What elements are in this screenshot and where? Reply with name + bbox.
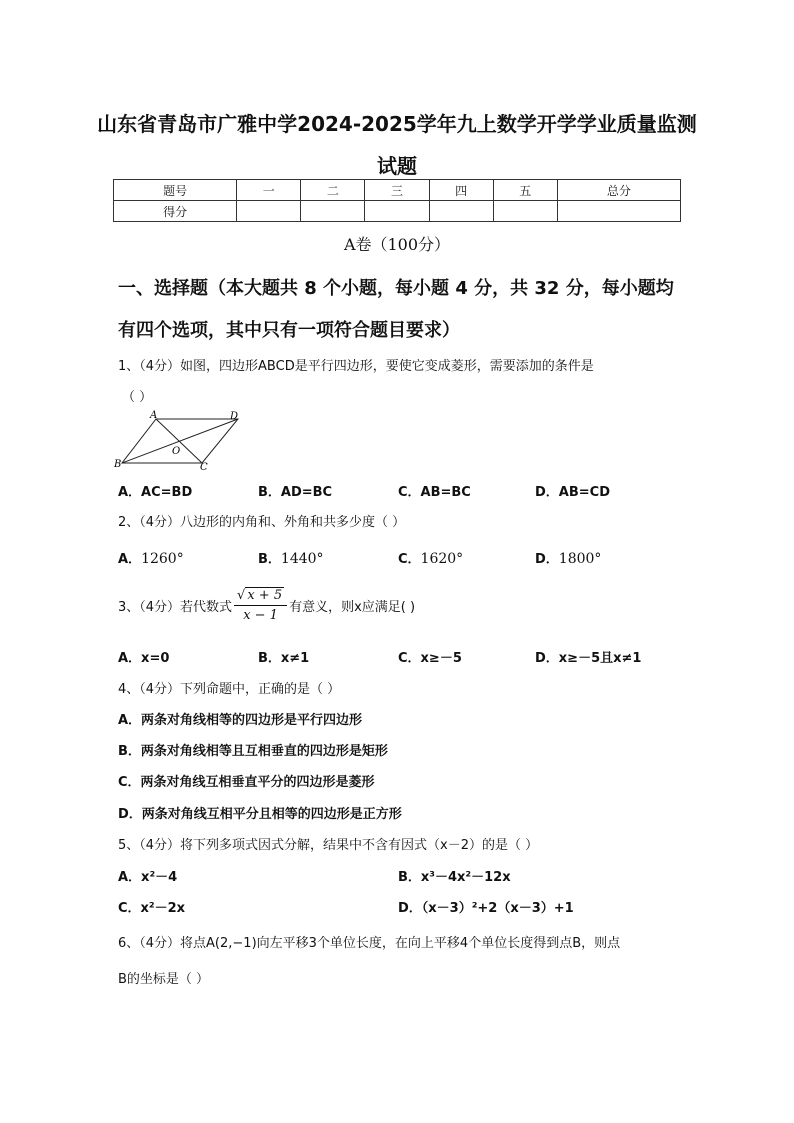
score-cell <box>429 201 493 222</box>
question-6-line2: B的坐标是（ ） <box>118 972 210 987</box>
q2-option-b <box>258 548 324 567</box>
q5-option-c: C．x²－2x <box>118 901 186 916</box>
exam-title-line1: 山东省青岛市广雅中学2024-2025学年九上数学开学学业质量监测 <box>97 112 697 136</box>
question-3-text <box>118 588 415 623</box>
q2-option-b-value: 1440° <box>280 551 324 567</box>
q4-option-d: D．两条对角线互相平分且相等的四边形是正方形 <box>118 807 402 822</box>
score-header-cell: 一 <box>237 180 301 201</box>
q2-option-d-value: 1800° <box>558 551 602 567</box>
question-6-line1: 6、（4分）将点A(2,−1)向左平移3个单位长度，在向上平移4个单位长度得到点B，则点 <box>118 936 621 951</box>
label-c: C <box>200 462 208 472</box>
q1-option-a: A．AC=BD <box>118 485 193 500</box>
q3-option-c: C．x≥－5 <box>398 651 462 666</box>
q2-option-d-letter: D． <box>535 552 559 567</box>
score-cell <box>557 201 680 222</box>
q3-option-d: D．x≥－5且x≠1 <box>535 651 642 666</box>
label-b: B <box>114 459 122 470</box>
section1-heading-line1: 一、选择题（本大题共 8 个小题，每小题 4 分，共 32 分，每小题均 <box>118 278 674 299</box>
q3-denominator: x − 1 <box>243 608 278 623</box>
score-cell <box>365 201 429 222</box>
label-a: A <box>150 410 158 421</box>
question-5-text: 5、（4分）将下列多项式因式分解，结果中不含有因式（x－2）的是（ ） <box>118 838 539 853</box>
parallelogram-figure <box>112 408 252 472</box>
score-header-cell: 题号 <box>114 180 237 201</box>
score-header-row <box>114 180 681 201</box>
score-row-label: 得分 <box>114 201 237 222</box>
q3-suffix: 有意义，则x应满足( ) <box>289 600 416 615</box>
score-table <box>113 179 681 222</box>
q1-option-b: B．AD=BC <box>258 485 333 500</box>
q4-option-a: A．两条对角线相等的四边形是平行四边形 <box>118 713 363 728</box>
q4-option-c: C．两条对角线互相垂直平分的四边形是菱形 <box>118 775 375 790</box>
q2-option-c-value: 1620° <box>420 551 464 567</box>
score-header-cell: 五 <box>493 180 557 201</box>
q2-option-c-letter: C． <box>398 552 421 567</box>
q1-option-c: C．AB=BC <box>398 485 471 500</box>
exam-title-line2: 试题 <box>377 154 417 178</box>
score-header-cell: 二 <box>301 180 365 201</box>
section-a-heading: A卷（100分） <box>343 235 451 254</box>
q2-option-a-letter: A． <box>118 552 142 567</box>
score-header-cell: 总分 <box>557 180 680 201</box>
section1-heading-line2: 有四个选项，其中只有一项符合题目要求） <box>118 320 460 341</box>
q4-option-b: B．两条对角线相等且互相垂直的四边形是矩形 <box>118 744 388 759</box>
question-1-text: 1、（4分）如图，四边形ABCD是平行四边形，要使它变成菱形，需要添加的条件是 <box>118 359 594 374</box>
score-value-row <box>114 201 681 222</box>
q3-option-b: B．x≠1 <box>258 651 310 666</box>
q3-option-a: A．x=0 <box>118 651 170 666</box>
question-2-text: 2、（4分）八边形的内角和、外角和共多少度（ ） <box>118 515 406 530</box>
q5-option-b: B．x³－4x²－12x <box>398 870 511 885</box>
score-cell <box>301 201 365 222</box>
q3-radicand: x + 5 <box>247 588 283 603</box>
q3-fraction <box>234 588 287 623</box>
q2-option-a <box>118 548 184 567</box>
label-d: D <box>230 411 239 422</box>
q3-numerator: √ x + 5 <box>234 588 287 606</box>
q2-option-b-letter: B． <box>258 552 281 567</box>
q2-option-c <box>398 548 463 567</box>
score-header-cell: 四 <box>429 180 493 201</box>
q5-option-a: A．x²－4 <box>118 870 178 885</box>
score-header-cell: 三 <box>365 180 429 201</box>
q1-option-d: D．AB=CD <box>535 485 610 500</box>
question-4-text: 4、（4分）下列命题中，正确的是（ ） <box>118 682 341 697</box>
label-o: O <box>172 446 181 457</box>
q5-option-d: D．（x－3）²+2（x－3）+1 <box>398 901 574 916</box>
q2-option-d <box>535 548 601 567</box>
question-1-paren: （ ） <box>122 390 153 405</box>
q2-option-a-value: 1260° <box>141 551 184 567</box>
score-cell <box>493 201 557 222</box>
score-cell <box>237 201 301 222</box>
q3-prefix: 3、（4分）若代数式 <box>118 600 233 615</box>
